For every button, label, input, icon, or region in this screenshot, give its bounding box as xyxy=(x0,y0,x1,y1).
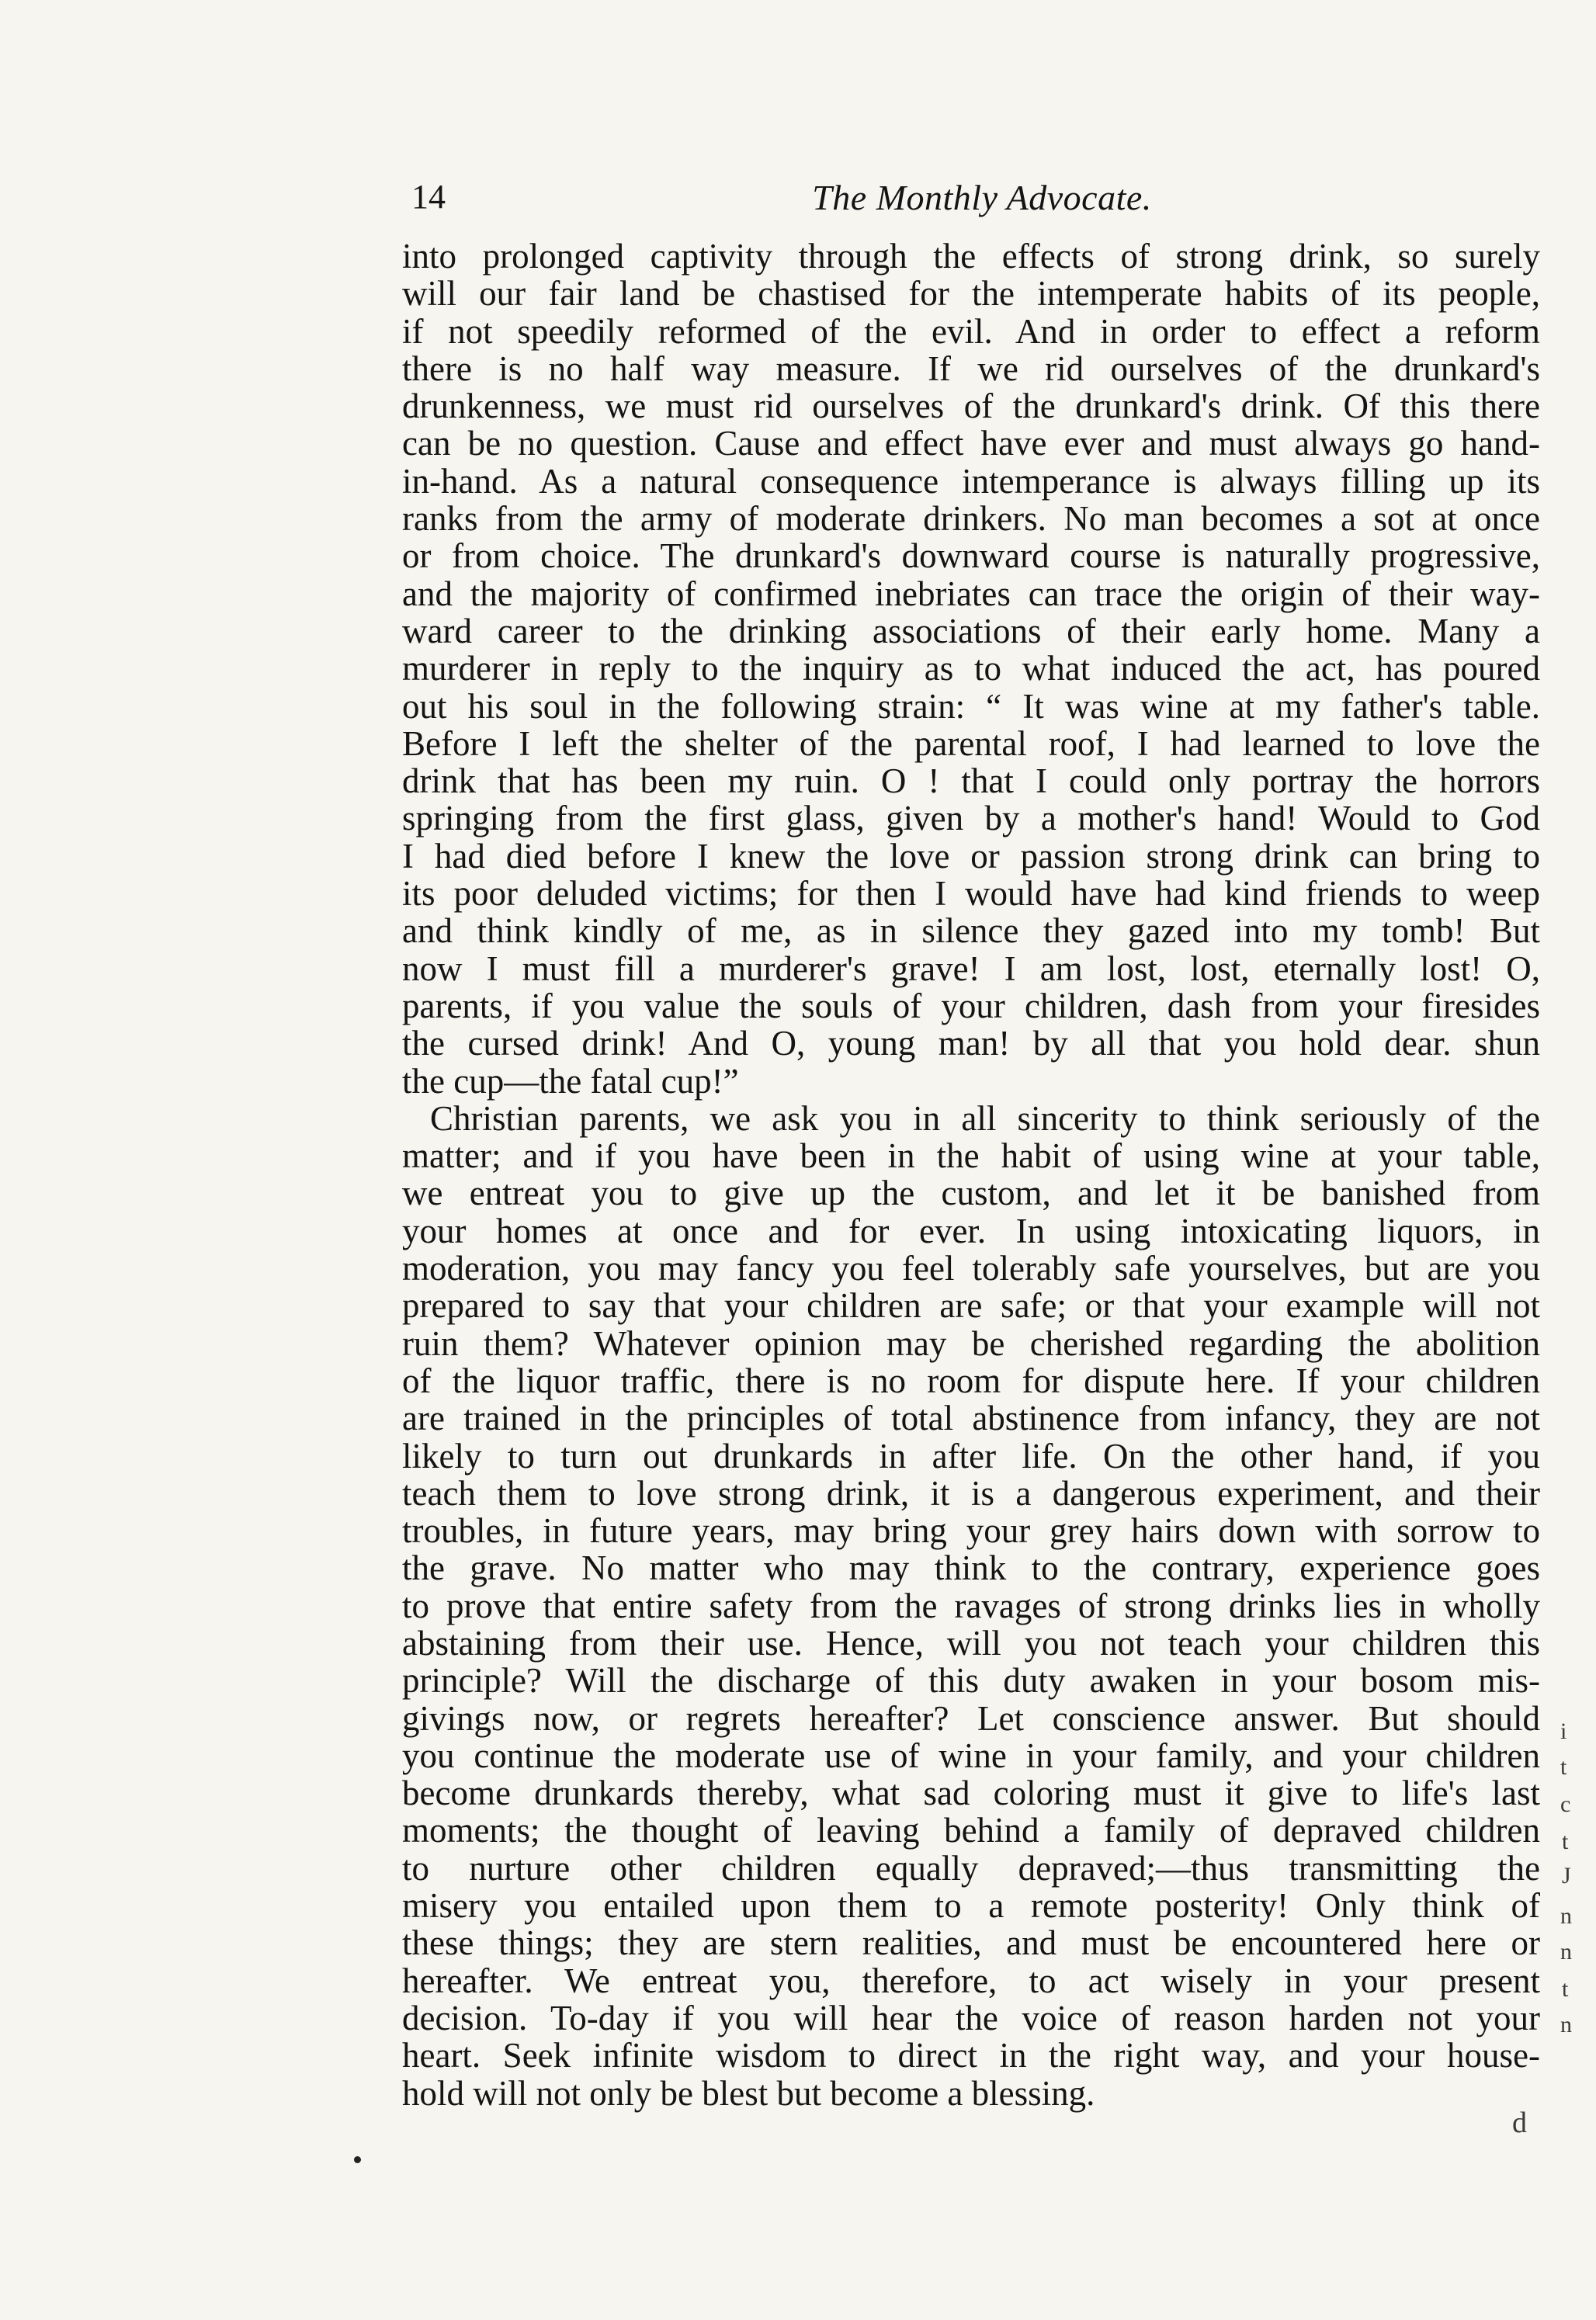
text-line: abstaining from their use. Hence, will you not teach your children this xyxy=(402,1623,1540,1663)
margin-fragment: t xyxy=(1562,1829,1569,1854)
text-line: hereafter. We entreat you, therefore, to act wisely in your present xyxy=(402,1961,1540,2000)
text-line: drink that has been my ruin. O ! that I could only portray the horrors xyxy=(402,761,1540,801)
text-line: will our fair land be chastised for the intemperate habits of its people, xyxy=(402,274,1540,314)
text-line: I had died before I knew the love or passion strong drink can bring to xyxy=(402,836,1540,876)
text-line: misery you entailed upon them to a remote posterity! Only think of xyxy=(402,1886,1540,1926)
text-line: the grave. No matter who may think to the contrary, experience goes xyxy=(402,1548,1540,1588)
text-line: into prolonged captivity through the effects of strong drink, so surely xyxy=(402,237,1540,276)
text-line: there is no half way measure. If we rid ourselves of the drunkard's xyxy=(402,349,1540,388)
running-title: The Monthly Advocate. xyxy=(812,178,1152,217)
margin-fragment: n xyxy=(1560,2012,1572,2037)
text-line: to prove that entire safety from the ravages of strong drinks lies in wholly xyxy=(402,1586,1540,1625)
text-line: Christian parents, we ask you in all sincerity to think seriously of the xyxy=(430,1098,1540,1138)
text-line: heart. Seek infinite wisdom to direct in the right way, and your house- xyxy=(402,2036,1540,2076)
text-line: ward career to the drinking associations of their early home. Many a xyxy=(402,611,1540,650)
text-line: ruin them? Whatever opinion may be cherished regarding the abolition xyxy=(402,1323,1540,1363)
text-line: or from choice. The drunkard's downward course is naturally progressive, xyxy=(402,536,1540,576)
text-line: and think kindly of me, as in silence they gazed into my tomb! But xyxy=(402,911,1540,951)
margin-fragment: n xyxy=(1560,1939,1572,1965)
margin-fragment: c xyxy=(1560,1791,1571,1817)
stray-ink-dot xyxy=(354,2156,361,2163)
text-line: and the majority of confirmed inebriates can trace the origin of their way- xyxy=(402,574,1540,613)
text-line: Before I left the shelter of the parental roof, I had learned to love the xyxy=(402,723,1540,763)
text-line: ranks from the army of moderate drinkers. No man becomes a sot at once xyxy=(402,499,1540,539)
text-line: your homes at once and for ever. In using intoxicating liquors, in xyxy=(402,1211,1540,1250)
text-line: likely to turn out drunkards in after life. On the other hand, if you xyxy=(402,1436,1540,1476)
text-line: become drunkards thereby, what sad coloring must it give to life's last xyxy=(402,1774,1540,1813)
text-line: in-hand. As a natural consequence intemperance is always filling up its xyxy=(402,461,1540,501)
text-line: troubles, in future years, may bring your grey hairs down with sorrow to xyxy=(402,1511,1540,1551)
text-line: you continue the moderate use of wine in your family, and your children xyxy=(402,1736,1540,1775)
text-line: of the liquor traffic, there is no room for dispute here. If your children xyxy=(402,1361,1540,1400)
text-line: principle? Will the discharge of this duty awaken in your bosom mis- xyxy=(402,1661,1540,1701)
margin-fragment: t xyxy=(1562,1976,1569,2002)
text-line: can be no question. Cause and effect have ever and must always go hand- xyxy=(402,424,1540,463)
margin-fragment: n xyxy=(1560,1903,1572,1929)
text-line: moments; the thought of leaving behind a family of depraved children xyxy=(402,1811,1540,1850)
text-line: parents, if you value the souls of your children, dash from your firesides xyxy=(402,986,1540,1025)
text-line: to nurture other children equally depraved;—thus transmitting the xyxy=(402,1848,1540,1888)
text-line: murderer in reply to the inquiry as to what induced the act, has poured xyxy=(402,649,1540,688)
text-line: teach them to love strong drink, it is a dangerous experiment, and their xyxy=(402,1473,1540,1513)
page-number: 14 xyxy=(411,178,446,216)
text-line: these things; they are stern realities, and must be encountered here or xyxy=(402,1923,1540,1963)
text-line: hold will not only be blest but become a blessing. xyxy=(402,2073,1095,2113)
text-line: drunkenness, we must rid ourselves of the drunkard's drink. Of this there xyxy=(402,387,1540,426)
page-header xyxy=(411,177,1553,220)
text-line: if not speedily reformed of the evil. And in order to effect a reform xyxy=(402,311,1540,351)
text-line: out his soul in the following strain: “ It was wine at my father's table. xyxy=(402,686,1540,726)
article-body xyxy=(402,238,1540,2112)
margin-fragment: J xyxy=(1562,1863,1571,1888)
text-line: the cup—the fatal cup!” xyxy=(402,1061,739,1101)
margin-fragment: i xyxy=(1560,1718,1567,1744)
text-line: matter; and if you have been in the habit of using wine at your table, xyxy=(402,1136,1540,1176)
text-line: we entreat you to give up the custom, and let it be banished from xyxy=(402,1174,1540,1213)
margin-fragment: d xyxy=(1512,2107,1527,2139)
text-line: are trained in the principles of total abstinence from infancy, they are not xyxy=(402,1399,1540,1438)
text-line: its poor deluded victims; for then I would have had kind friends to weep xyxy=(402,874,1540,914)
text-line: givings now, or regrets hereafter? Let conscience answer. But should xyxy=(402,1698,1540,1738)
text-line: springing from the first glass, given by a mother's hand! Would to God xyxy=(402,799,1540,838)
margin-fragment: t xyxy=(1560,1754,1567,1780)
text-line: moderation, you may fancy you feel tolerably safe yourselves, but are you xyxy=(402,1249,1540,1288)
text-line: now I must fill a murderer's grave! I am lost, lost, eternally lost! O, xyxy=(402,948,1540,988)
text-line: prepared to say that your children are safe; or that your example will not xyxy=(402,1286,1540,1326)
text-line: decision. To-day if you will hear the voice of reason harden not your xyxy=(402,1998,1540,2037)
text-line: the cursed drink! And O, young man! by all that you hold dear. shun xyxy=(402,1024,1540,1063)
